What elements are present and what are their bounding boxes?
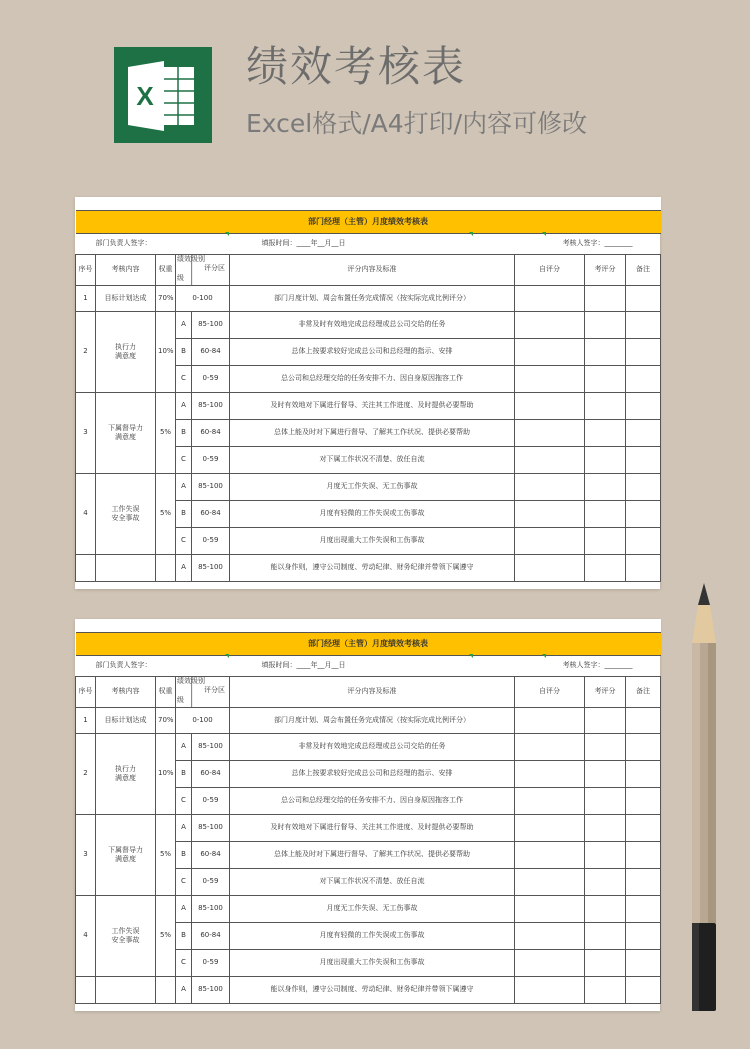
col-header-remark: 备注 bbox=[626, 677, 661, 708]
table-row bbox=[76, 312, 661, 339]
row-level: C bbox=[176, 950, 192, 977]
row-score-range: 60-84 bbox=[192, 420, 230, 447]
row-self-score bbox=[515, 788, 585, 815]
row-review-score bbox=[585, 474, 626, 501]
row-review-score bbox=[585, 896, 626, 923]
row-self-score bbox=[515, 761, 585, 788]
row-level: B bbox=[176, 842, 192, 869]
row-level: C bbox=[176, 366, 192, 393]
row-score-range: 85-100 bbox=[192, 555, 230, 582]
row-self-score bbox=[515, 555, 585, 582]
row-criteria: 月度有轻微的工作失误或工伤事故 bbox=[230, 923, 515, 950]
row-remark bbox=[626, 869, 661, 896]
row-weight bbox=[156, 977, 176, 1004]
row-level: A bbox=[176, 815, 192, 842]
row-score-range: 0-59 bbox=[192, 447, 230, 474]
row-criteria: 月度有轻微的工作失误或工伤事故 bbox=[230, 501, 515, 528]
row-remark bbox=[626, 708, 661, 734]
row-level: A bbox=[176, 734, 192, 761]
row-no: 3 bbox=[76, 815, 96, 896]
row-self-score bbox=[515, 528, 585, 555]
table-row bbox=[76, 474, 661, 501]
row-self-score bbox=[515, 393, 585, 420]
row-review-score bbox=[585, 420, 626, 447]
cell-comment-marker bbox=[225, 232, 229, 236]
row-weight: 5% bbox=[156, 815, 176, 896]
row-score-range: 0-100 bbox=[176, 708, 230, 734]
row-remark bbox=[626, 761, 661, 788]
row-self-score bbox=[515, 896, 585, 923]
col-header-weight: 权重 bbox=[156, 677, 176, 708]
cell-comment-marker bbox=[469, 654, 473, 658]
row-criteria: 总公司和总经理交给的任务安排不力、因自身原因拖容工作 bbox=[230, 788, 515, 815]
row-content: 下属督导力 满意度 bbox=[96, 393, 156, 474]
dept-head-signature: 部门负责人签字： bbox=[95, 239, 152, 248]
col-header-level: 绩效级别 级 评分区 bbox=[176, 255, 230, 286]
row-score-range: 85-100 bbox=[192, 393, 230, 420]
col-header-no: 序号 bbox=[76, 255, 96, 286]
row-review-score bbox=[585, 761, 626, 788]
row-review-score bbox=[585, 528, 626, 555]
row-remark bbox=[626, 420, 661, 447]
row-remark bbox=[626, 447, 661, 474]
row-score-range: 85-100 bbox=[192, 312, 230, 339]
row-level: C bbox=[176, 528, 192, 555]
row-weight: 70% bbox=[156, 286, 176, 312]
row-score-range: 0-59 bbox=[192, 950, 230, 977]
row-remark bbox=[626, 393, 661, 420]
row-self-score bbox=[515, 977, 585, 1004]
row-remark bbox=[626, 528, 661, 555]
col-header-no: 序号 bbox=[76, 677, 96, 708]
col-header-level: 绩效级别 级 评分区 bbox=[176, 677, 230, 708]
row-review-score bbox=[585, 286, 626, 312]
cell-comment-marker bbox=[542, 232, 546, 236]
sheet-top-margin bbox=[76, 619, 661, 633]
row-criteria: 总公司和总经理交给的任务安排不力、因自身原因拖容工作 bbox=[230, 366, 515, 393]
row-no: 4 bbox=[76, 896, 96, 977]
row-content: 目标计划达成 bbox=[96, 708, 156, 734]
row-no: 2 bbox=[76, 734, 96, 815]
row-criteria: 非常及时有效地完成总经理或总公司交给的任务 bbox=[230, 312, 515, 339]
row-criteria: 部门月度计划、周会布置任务完成情况（按实际完成比例评分） bbox=[230, 708, 515, 734]
col-header-content: 考核内容 bbox=[96, 255, 156, 286]
evaluator-signature: 考核人签字：________ bbox=[562, 239, 633, 248]
table-row bbox=[76, 896, 661, 923]
row-content: 目标计划达成 bbox=[96, 286, 156, 312]
row-remark bbox=[626, 896, 661, 923]
row-self-score bbox=[515, 474, 585, 501]
row-weight: 5% bbox=[156, 896, 176, 977]
row-criteria: 对下属工作状况不清楚、放任自流 bbox=[230, 447, 515, 474]
row-score-range: 85-100 bbox=[192, 734, 230, 761]
row-review-score bbox=[585, 788, 626, 815]
row-level: A bbox=[176, 393, 192, 420]
col-header-criteria: 评分内容及标准 bbox=[230, 255, 515, 286]
row-self-score bbox=[515, 842, 585, 869]
row-level: B bbox=[176, 420, 192, 447]
row-content: 工作失误 安全事故 bbox=[96, 896, 156, 977]
row-review-score bbox=[585, 815, 626, 842]
row-no: 2 bbox=[76, 312, 96, 393]
excel-logo-icon bbox=[114, 47, 212, 143]
evaluator-signature: 考核人签字：________ bbox=[562, 661, 633, 670]
row-criteria: 月度出现重大工作失误和工伤事故 bbox=[230, 528, 515, 555]
row-score-range: 0-59 bbox=[192, 869, 230, 896]
row-criteria: 月度无工作失误、无工伤事故 bbox=[230, 474, 515, 501]
row-score-range: 60-84 bbox=[192, 339, 230, 366]
col-header-criteria: 评分内容及标准 bbox=[230, 677, 515, 708]
row-score-range: 60-84 bbox=[192, 501, 230, 528]
row-content bbox=[96, 555, 156, 582]
col-header-review-score: 考评分 bbox=[585, 677, 626, 708]
col-header-weight: 权重 bbox=[156, 255, 176, 286]
row-score-range: 0-59 bbox=[192, 788, 230, 815]
row-self-score bbox=[515, 815, 585, 842]
row-criteria: 部门月度计划、周会布置任务完成情况（按实际完成比例评分） bbox=[230, 286, 515, 312]
table-row bbox=[76, 977, 661, 1004]
row-review-score bbox=[585, 869, 626, 896]
row-criteria: 能以身作则，遵守公司制度、劳动纪律、财务纪律并带领下属遵守 bbox=[230, 977, 515, 1004]
row-content: 执行力 满意度 bbox=[96, 734, 156, 815]
dept-head-signature: 部门负责人签字： bbox=[95, 661, 152, 670]
row-level: A bbox=[176, 977, 192, 1004]
table-row bbox=[76, 393, 661, 420]
page-title: 绩效考核表 bbox=[246, 42, 467, 91]
col-header-review-score: 考评分 bbox=[585, 255, 626, 286]
row-criteria: 非常及时有效地完成总经理或总公司交给的任务 bbox=[230, 734, 515, 761]
row-remark bbox=[626, 474, 661, 501]
row-no: 1 bbox=[76, 708, 96, 734]
row-remark bbox=[626, 788, 661, 815]
row-weight: 5% bbox=[156, 393, 176, 474]
cell-comment-marker bbox=[469, 232, 473, 236]
row-level: C bbox=[176, 447, 192, 474]
row-remark bbox=[626, 734, 661, 761]
col-header-remark: 备注 bbox=[626, 255, 661, 286]
row-score-range: 0-100 bbox=[176, 286, 230, 312]
row-self-score bbox=[515, 312, 585, 339]
row-level: C bbox=[176, 869, 192, 896]
row-remark bbox=[626, 950, 661, 977]
row-review-score bbox=[585, 339, 626, 366]
row-self-score bbox=[515, 339, 585, 366]
row-criteria: 及时有效地对下属进行督导、关注其工作进度、及时提供必要帮助 bbox=[230, 393, 515, 420]
row-level: B bbox=[176, 501, 192, 528]
row-level: B bbox=[176, 923, 192, 950]
row-score-range: 85-100 bbox=[192, 815, 230, 842]
row-score-range: 60-84 bbox=[192, 923, 230, 950]
row-level: B bbox=[176, 761, 192, 788]
row-weight: 10% bbox=[156, 734, 176, 815]
row-self-score bbox=[515, 869, 585, 896]
sheet-top-margin bbox=[76, 197, 661, 211]
col-header-content: 考核内容 bbox=[96, 677, 156, 708]
row-criteria: 月度无工作失误、无工伤事故 bbox=[230, 896, 515, 923]
row-content: 下属督导力 满意度 bbox=[96, 815, 156, 896]
row-no: 4 bbox=[76, 474, 96, 555]
row-self-score bbox=[515, 447, 585, 474]
row-weight: 10% bbox=[156, 312, 176, 393]
row-self-score bbox=[515, 366, 585, 393]
svg-text:X: X bbox=[136, 81, 154, 111]
sheet-preview-2 bbox=[75, 619, 660, 1011]
row-score-range: 60-84 bbox=[192, 761, 230, 788]
row-review-score bbox=[585, 447, 626, 474]
row-review-score bbox=[585, 501, 626, 528]
table-row bbox=[76, 734, 661, 761]
table-row bbox=[76, 815, 661, 842]
row-self-score bbox=[515, 501, 585, 528]
row-self-score bbox=[515, 708, 585, 734]
row-review-score bbox=[585, 708, 626, 734]
row-remark bbox=[626, 286, 661, 312]
row-score-range: 0-59 bbox=[192, 528, 230, 555]
row-level: C bbox=[176, 788, 192, 815]
row-criteria: 总体上按要求较好完成总公司和总经理的指示、安排 bbox=[230, 761, 515, 788]
row-score-range: 60-84 bbox=[192, 842, 230, 869]
evaluation-table bbox=[75, 619, 661, 1004]
row-review-score bbox=[585, 842, 626, 869]
row-level: B bbox=[176, 339, 192, 366]
sheet-title: 部门经理（主管）月度绩效考核表 bbox=[76, 211, 661, 234]
row-review-score bbox=[585, 555, 626, 582]
row-content bbox=[96, 977, 156, 1004]
row-criteria: 月度出现重大工作失误和工伤事故 bbox=[230, 950, 515, 977]
sheet-title: 部门经理（主管）月度绩效考核表 bbox=[76, 633, 661, 656]
sheet-preview-1 bbox=[75, 197, 660, 589]
evaluation-table bbox=[75, 197, 661, 582]
fill-date: 填报时间：____年__月__日 bbox=[261, 239, 346, 248]
cell-comment-marker bbox=[225, 654, 229, 658]
row-content: 工作失误 安全事故 bbox=[96, 474, 156, 555]
row-remark bbox=[626, 815, 661, 842]
row-remark bbox=[626, 923, 661, 950]
row-remark bbox=[626, 339, 661, 366]
row-level: A bbox=[176, 474, 192, 501]
row-score-range: 85-100 bbox=[192, 896, 230, 923]
row-self-score bbox=[515, 286, 585, 312]
row-score-range: 85-100 bbox=[192, 977, 230, 1004]
row-weight: 70% bbox=[156, 708, 176, 734]
row-self-score bbox=[515, 923, 585, 950]
row-criteria: 能以身作则，遵守公司制度、劳动纪律、财务纪律并带领下属遵守 bbox=[230, 555, 515, 582]
row-no bbox=[76, 555, 96, 582]
col-header-self-score: 自评分 bbox=[515, 677, 585, 708]
col-header-self-score: 自评分 bbox=[515, 255, 585, 286]
row-remark bbox=[626, 501, 661, 528]
row-remark bbox=[626, 842, 661, 869]
row-weight: 5% bbox=[156, 474, 176, 555]
row-level: A bbox=[176, 555, 192, 582]
row-remark bbox=[626, 555, 661, 582]
fill-date: 填报时间：____年__月__日 bbox=[261, 661, 346, 670]
row-review-score bbox=[585, 312, 626, 339]
row-review-score bbox=[585, 977, 626, 1004]
row-content: 执行力 满意度 bbox=[96, 312, 156, 393]
row-review-score bbox=[585, 950, 626, 977]
row-level: A bbox=[176, 896, 192, 923]
row-no: 3 bbox=[76, 393, 96, 474]
table-row bbox=[76, 555, 661, 582]
row-no bbox=[76, 977, 96, 1004]
row-review-score bbox=[585, 366, 626, 393]
row-remark bbox=[626, 312, 661, 339]
pencil-decoration bbox=[686, 583, 722, 1013]
table-row bbox=[76, 286, 661, 312]
page-subtitle: Excel格式/A4打印/内容可修改 bbox=[246, 109, 588, 138]
row-no: 1 bbox=[76, 286, 96, 312]
row-self-score bbox=[515, 420, 585, 447]
row-level: A bbox=[176, 312, 192, 339]
row-review-score bbox=[585, 393, 626, 420]
row-criteria: 及时有效地对下属进行督导、关注其工作进度、及时提供必要帮助 bbox=[230, 815, 515, 842]
row-review-score bbox=[585, 734, 626, 761]
row-weight bbox=[156, 555, 176, 582]
row-self-score bbox=[515, 950, 585, 977]
row-score-range: 85-100 bbox=[192, 474, 230, 501]
table-row bbox=[76, 708, 661, 734]
row-criteria: 对下属工作状况不清楚、放任自流 bbox=[230, 869, 515, 896]
row-score-range: 0-59 bbox=[192, 366, 230, 393]
row-remark bbox=[626, 977, 661, 1004]
row-criteria: 总体上能及时对下属进行督导、了解其工作状况、提供必要帮助 bbox=[230, 842, 515, 869]
row-criteria: 总体上按要求较好完成总公司和总经理的指示、安排 bbox=[230, 339, 515, 366]
row-self-score bbox=[515, 734, 585, 761]
row-review-score bbox=[585, 923, 626, 950]
row-remark bbox=[626, 366, 661, 393]
row-criteria: 总体上能及时对下属进行督导、了解其工作状况、提供必要帮助 bbox=[230, 420, 515, 447]
cell-comment-marker bbox=[542, 654, 546, 658]
